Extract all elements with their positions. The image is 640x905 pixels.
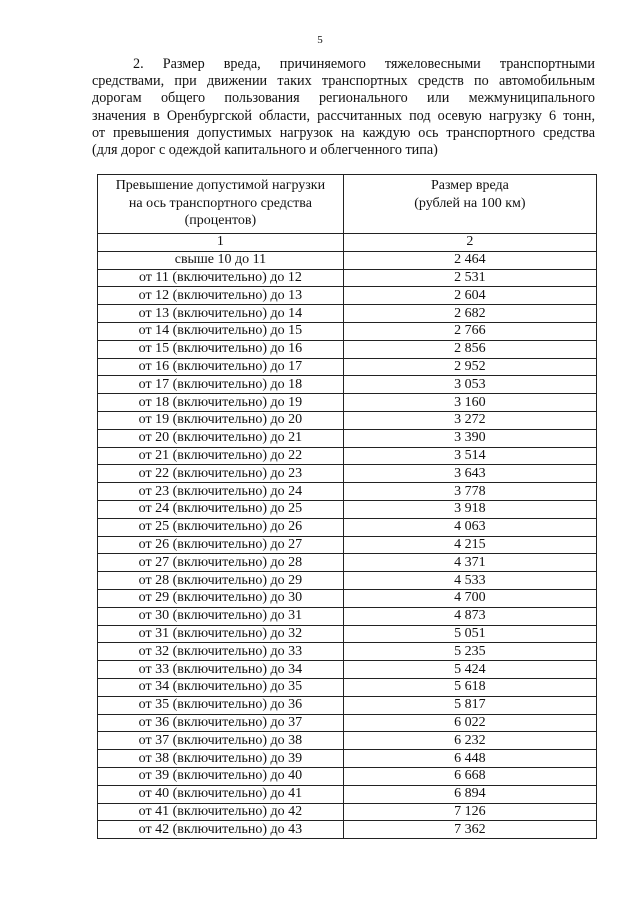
harm-value-cell: 6 022: [343, 714, 596, 732]
harm-value-cell: 3 053: [343, 376, 596, 394]
table-row: [98, 767, 597, 785]
load-range-cell: от 38 (включительно) до 39: [98, 750, 344, 768]
harm-value-cell: 2 464: [343, 251, 596, 269]
load-range-cell: от 31 (включительно) до 32: [98, 625, 344, 643]
load-range-cell: от 42 (включительно) до 43: [98, 821, 344, 839]
load-range-cell: от 17 (включительно) до 18: [98, 376, 344, 394]
harm-value-cell: 4 533: [343, 572, 596, 590]
table-row: [98, 803, 597, 821]
table-row: [98, 251, 597, 269]
table-row: [98, 376, 597, 394]
harm-value-cell: 3 918: [343, 500, 596, 518]
harm-value-cell: 3 160: [343, 394, 596, 412]
harm-value-cell: 5 051: [343, 625, 596, 643]
harm-value-cell: 4 873: [343, 607, 596, 625]
intro-line: от превышения допустимых нагрузок на каждую ось транспортного средства: [92, 124, 595, 141]
table-row: [98, 411, 597, 429]
header-line: Размер вреда: [430, 178, 509, 193]
load-range-cell: от 36 (включительно) до 37: [98, 714, 344, 732]
table-row: [98, 447, 597, 465]
load-range-cell: от 21 (включительно) до 22: [98, 447, 344, 465]
load-range-cell: от 40 (включительно) до 41: [98, 785, 344, 803]
harm-value-cell: 4 700: [343, 589, 596, 607]
load-range-cell: от 16 (включительно) до 17: [98, 358, 344, 376]
harm-value-cell: 4 371: [343, 554, 596, 572]
table-row: [98, 643, 597, 661]
harm-value-cell: 5 618: [343, 678, 596, 696]
intro-line: значения в Оренбургской области, рассчитанных под осевую нагрузку 6 тонн,: [92, 107, 595, 124]
table-numbering-row: [98, 234, 597, 252]
table-row: [98, 518, 597, 536]
harm-value-cell: 2 952: [343, 358, 596, 376]
header-line: на ось транспортного средства: [128, 195, 312, 211]
load-range-cell: от 22 (включительно) до 23: [98, 465, 344, 483]
intro-paragraph: [92, 56, 595, 159]
load-range-cell: свыше 10 до 11: [98, 251, 344, 269]
load-range-cell: от 35 (включительно) до 36: [98, 696, 344, 714]
table-row: [98, 678, 597, 696]
header-line: Превышение допустимой нагрузки: [115, 178, 326, 193]
table-row: [98, 394, 597, 412]
harm-value-cell: 3 514: [343, 447, 596, 465]
table-row: [98, 358, 597, 376]
harm-value-cell: 5 817: [343, 696, 596, 714]
table-row: [98, 661, 597, 679]
table-row: [98, 305, 597, 323]
load-range-cell: от 18 (включительно) до 19: [98, 394, 344, 412]
table-row: [98, 500, 597, 518]
harm-value-cell: 6 668: [343, 767, 596, 785]
table-row: [98, 607, 597, 625]
header-line: (процентов): [184, 213, 257, 228]
table-row: [98, 732, 597, 750]
load-range-cell: от 20 (включительно) до 21: [98, 429, 344, 447]
load-range-cell: от 33 (включительно) до 34: [98, 661, 344, 679]
harm-value-cell: 3 778: [343, 483, 596, 501]
table-row: [98, 785, 597, 803]
harm-value-cell: 6 232: [343, 732, 596, 750]
harm-value-cell: 2 766: [343, 322, 596, 340]
harm-value-cell: 5 235: [343, 643, 596, 661]
harm-value-cell: 5 424: [343, 661, 596, 679]
header-harm-amount: [343, 175, 596, 234]
table-row: [98, 429, 597, 447]
table-row: [98, 750, 597, 768]
load-range-cell: от 27 (включительно) до 28: [98, 554, 344, 572]
harm-value-cell: 2 682: [343, 305, 596, 323]
load-range-cell: от 25 (включительно) до 26: [98, 518, 344, 536]
intro-line: 2. Размер вреда, причиняемого тяжеловесными транспортными: [133, 56, 595, 72]
table-row: [98, 269, 597, 287]
table-row: [98, 554, 597, 572]
intro-line: (для дорог с одеждой капитального и облегченного типа): [92, 142, 438, 159]
table-row: [98, 821, 597, 839]
harm-value-cell: 3 390: [343, 429, 596, 447]
harm-value-cell: 7 362: [343, 821, 596, 839]
load-range-cell: от 41 (включительно) до 42: [98, 803, 344, 821]
harm-value-cell: 4 215: [343, 536, 596, 554]
table-row: [98, 340, 597, 358]
load-range-cell: от 15 (включительно) до 16: [98, 340, 344, 358]
load-range-cell: от 34 (включительно) до 35: [98, 678, 344, 696]
column-number: 2: [343, 234, 596, 252]
load-range-cell: от 39 (включительно) до 40: [98, 767, 344, 785]
intro-line: дорогам общего пользования регионального или межмуниципального: [92, 90, 595, 107]
load-range-cell: от 24 (включительно) до 25: [98, 500, 344, 518]
harm-value-cell: 4 063: [343, 518, 596, 536]
load-range-cell: от 14 (включительно) до 15: [98, 322, 344, 340]
harm-value-cell: 6 894: [343, 785, 596, 803]
harm-value-cell: 2 531: [343, 269, 596, 287]
harm-value-cell: 7 126: [343, 803, 596, 821]
load-range-cell: от 26 (включительно) до 27: [98, 536, 344, 554]
load-range-cell: от 29 (включительно) до 30: [98, 589, 344, 607]
page-number: 5: [317, 34, 323, 46]
load-range-cell: от 32 (включительно) до 33: [98, 643, 344, 661]
table-row: [98, 536, 597, 554]
load-range-cell: от 19 (включительно) до 20: [98, 411, 344, 429]
header-load-excess: [98, 175, 344, 234]
load-range-cell: от 28 (включительно) до 29: [98, 572, 344, 590]
harm-value-cell: 3 272: [343, 411, 596, 429]
load-range-cell: от 11 (включительно) до 12: [98, 269, 344, 287]
column-number: 1: [98, 234, 344, 252]
load-range-cell: от 23 (включительно) до 24: [98, 483, 344, 501]
load-range-cell: от 37 (включительно) до 38: [98, 732, 344, 750]
harm-value-cell: 3 643: [343, 465, 596, 483]
table-row: [98, 696, 597, 714]
harm-value-cell: 2 856: [343, 340, 596, 358]
table-header-row: [98, 175, 597, 234]
table-row: [98, 322, 597, 340]
table-row: [98, 465, 597, 483]
table-row: [98, 287, 597, 305]
table-row: [98, 589, 597, 607]
header-line: (рублей на 100 км): [414, 195, 526, 211]
load-range-cell: от 12 (включительно) до 13: [98, 287, 344, 305]
harm-table: [97, 174, 597, 839]
intro-line: средствами, при движении таких транспортных средств по автомобильным: [92, 73, 595, 90]
table-row: [98, 572, 597, 590]
load-range-cell: от 13 (включительно) до 14: [98, 305, 344, 323]
load-range-cell: от 30 (включительно) до 31: [98, 607, 344, 625]
harm-value-cell: 2 604: [343, 287, 596, 305]
harm-value-cell: 6 448: [343, 750, 596, 768]
table-row: [98, 483, 597, 501]
table-row: [98, 714, 597, 732]
table-row: [98, 625, 597, 643]
